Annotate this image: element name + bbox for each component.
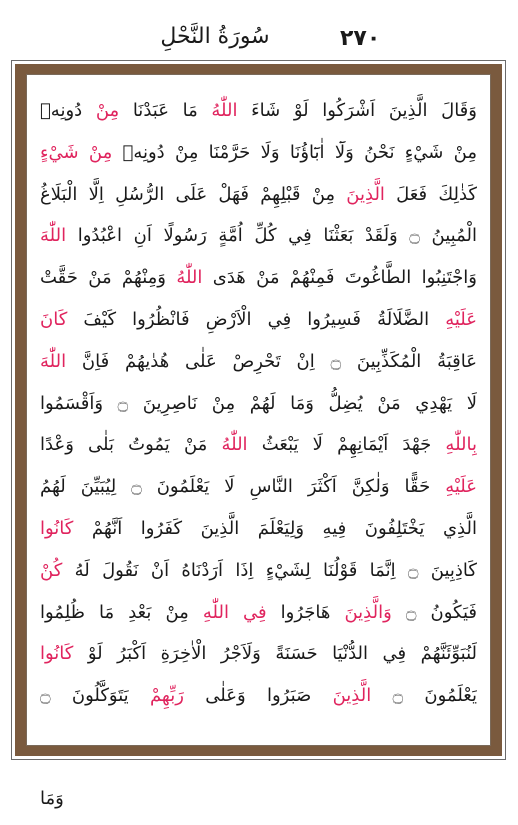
text-line bbox=[40, 592, 477, 634]
quran-text-block bbox=[40, 90, 477, 740]
highlighted-word: عَلَيْهِ bbox=[445, 476, 477, 498]
text-segment: هَاجَرُوا bbox=[266, 601, 345, 623]
highlighted-word: وَالَّذِينَ bbox=[344, 601, 392, 623]
highlighted-word: اللّٰهُ bbox=[221, 434, 248, 456]
text-segment: مِنْ شَيْءٍ نَحْنُ وَلَٓا اٰبَٓاؤُنَا وَلَا حَرَّمْنَا مِنْ دُونِهٖ bbox=[112, 141, 477, 163]
text-segment: مِنْ بَعْدِ مَا ظُلِمُوا bbox=[40, 601, 203, 623]
text-segment: كَاذِبِينَ ۝ اِنَّمَا قَوْلُنَا لِشَيْءٍ اِذَا اَرَدْنَاهُ اَنْ نَقُولَ لَهُ bbox=[62, 559, 477, 581]
text-line bbox=[40, 424, 477, 466]
text-line bbox=[40, 90, 477, 132]
text-segment: يَعْلَمُونَ ۝ bbox=[371, 685, 477, 707]
text-line bbox=[40, 675, 477, 717]
highlighted-word: عَلَيْهِ bbox=[445, 308, 477, 330]
text-segment: جَهْدَ اَيْمَانِهِمْ لَا يَبْعَثُ bbox=[247, 434, 446, 456]
text-line bbox=[40, 299, 477, 341]
text-line bbox=[40, 550, 477, 592]
highlighted-word: مِنْ شَيْءٍ bbox=[40, 141, 113, 163]
highlighted-word: فِي اللّٰهِ bbox=[202, 601, 267, 623]
text-segment: وَمِنْهُمْ مَنْ حَقَّتْ bbox=[40, 267, 177, 289]
highlighted-word: الَّذِينَ bbox=[332, 685, 372, 707]
text-segment: الَّذِي يَخْتَلِفُونَ فِيهِ وَلِيَعْلَمَ الَّذِينَ كَفَرُوا اَنَّهُمْ bbox=[73, 517, 477, 539]
highlighted-word: الَّذِينَ bbox=[346, 183, 385, 205]
text-segment: عَاقِبَةُ الْمُكَذِّبِينَ ۝ اِنْ تَحْرِصْ عَلٰى هُدٰيهُمْ فَاِنَّ bbox=[66, 350, 477, 372]
surah-title: سُورَةُ النَّحْلِ bbox=[160, 24, 270, 49]
text-segment: يَتَوَكَّلُونَ ۝ bbox=[40, 685, 150, 707]
highlighted-word: كَانَ bbox=[40, 308, 68, 330]
text-line bbox=[40, 257, 477, 299]
text-segment: لَا يَهْدِي مَنْ يُضِلُّ وَمَا لَهُمْ مِنْ نَاصِرِينَ ۝ وَاَقْسَمُوا bbox=[40, 392, 477, 414]
text-segment: الَّذِينَ bbox=[388, 100, 428, 121]
text-segment: وَاجْتَنِبُوا الطَّاغُوتَ فَمِنْهُمْ مَنْ هَدَى bbox=[202, 267, 477, 289]
text-segment: مِنْ قَبْلِهِمْ فَهَلْ عَلَى الرُّسُلِ اِلَّا الْبَلَاغُ bbox=[40, 183, 347, 205]
text-segment: الضَّلَالَةُ فَسِيرُوا فِي الْاَرْضِ فَانْظُرُوا كَيْفَ bbox=[67, 308, 446, 330]
page-header bbox=[0, 26, 518, 56]
highlighted-word: كَانُوا bbox=[40, 643, 74, 665]
text-line bbox=[40, 508, 477, 550]
highlighted-word: مِنْ bbox=[95, 100, 120, 121]
text-segment: لَنُبَوِّئَنَّهُمْ فِي الدُّنْيَا حَسَنَةً وَلَاَجْرُ الْاٰخِرَةِ اَكْبَرُ لَوْ bbox=[73, 643, 477, 665]
highlighted-word: كَانُوا bbox=[40, 517, 74, 539]
text-segment: حَقًّا وَلٰكِنَّ اَكْثَرَ النَّاسِ لَا يَعْلَمُونَ ۝ لِيُبَيِّنَ لَهُمُ bbox=[40, 476, 446, 498]
text-line bbox=[40, 174, 477, 216]
text-segment: كَذٰلِكَ فَعَلَ bbox=[384, 183, 477, 205]
highlighted-word: كُنْ bbox=[40, 559, 63, 581]
text-segment: وَقَالَ bbox=[427, 100, 477, 121]
page-number: ٢٧٠ bbox=[340, 26, 381, 51]
text-line bbox=[40, 341, 477, 383]
text-segment: دُونِهٖ bbox=[40, 100, 96, 121]
text-line bbox=[40, 466, 477, 508]
text-line bbox=[40, 383, 477, 425]
text-segment: صَبَرُوا وَعَلٰى bbox=[183, 685, 333, 707]
text-segment: مَنْ يَمُوتُ بَلٰى وَعْدًا bbox=[40, 434, 222, 456]
highlighted-word: اللّٰهُ bbox=[211, 100, 238, 121]
text-line bbox=[40, 215, 477, 257]
text-segment: الْمُبِينُ ۝ وَلَقَدْ بَعَثْنَا فِي كُلِّ اُمَّةٍ رَسُولًا اَنِ اعْبُدُوا bbox=[66, 225, 477, 247]
text-segment: فَيَكُونُ ۝ bbox=[391, 601, 477, 623]
text-segment: مَا عَبَدْنَا bbox=[119, 100, 212, 121]
catchword: وَمَا bbox=[40, 788, 64, 809]
highlighted-word: بِاللّٰهِ bbox=[445, 434, 477, 456]
text-line bbox=[40, 132, 477, 174]
highlighted-word: اللّٰهُ bbox=[176, 267, 203, 289]
text-segment: اَشْرَكُوا لَوْ شَاءَ bbox=[237, 100, 389, 121]
highlighted-word: رَبِّهِمْ bbox=[149, 685, 184, 707]
highlighted-word: اللّٰهَ bbox=[40, 225, 67, 247]
text-line bbox=[40, 633, 477, 675]
highlighted-word: اللّٰهَ bbox=[40, 350, 67, 372]
